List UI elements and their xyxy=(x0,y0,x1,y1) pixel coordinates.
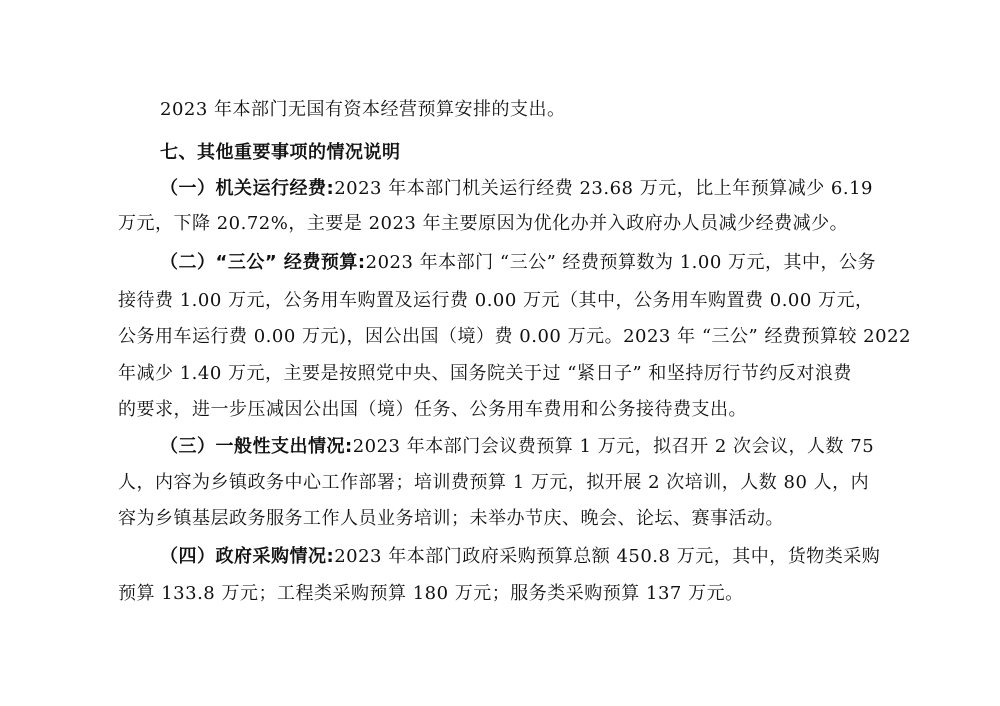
item2-line5: 的要求，进一步压减因公出国（境）任务、公务用车费用和公务接待费支出。 xyxy=(118,399,747,420)
paragraph-line: 2023 年本部门无国有资本经营预算安排的支出。 xyxy=(160,99,566,120)
item3-line3: 容为乡镇基层政务服务工作人员业务培训；未举办节庆、晚会、论坛、赛事活动。 xyxy=(118,508,784,529)
item1-label: （一）机关运行经费: xyxy=(160,178,335,199)
item3-text: 2023 年本部门会议费预算 1 万元，拟召开 2 次会议，人数 75 xyxy=(352,436,875,457)
item2-line4: 年减少 1.40 万元，主要是按照党中央、国务院关于过 “紧日子” 和坚持厉行节约反对浪费 xyxy=(118,363,852,384)
item3-first-line xyxy=(160,435,930,459)
section-heading: 七、其他重要事项的情况说明 xyxy=(160,142,401,163)
item2-line2: 接待费 1.00 万元，公务用车购置及运行费 0.00 万元（其中，公务用车购置费 0.00 万元， xyxy=(118,290,874,311)
item3-line2: 人，内容为乡镇政务中心工作部署；培训费预算 1 万元，拟开展 2 次培训，人数 80 人，内 xyxy=(118,472,870,493)
item4-line2: 预算 133.8 万元；工程类采购预算 180 万元；服务类采购预算 137 万元。 xyxy=(118,583,744,604)
item2-first-line xyxy=(160,251,930,275)
item4-text: 2023 年本部门政府采购预算总额 450.8 万元，其中，货物类采购 xyxy=(334,546,881,567)
item1-line2: 万元，下降 20.72%，主要是 2023 年主要原因为优化办并入政府办人员减少经费减少。 xyxy=(118,213,849,234)
item3-label: （三）一般性支出情况: xyxy=(160,436,353,457)
item2-label: （二）“三公” 经费预算: xyxy=(160,252,366,273)
item4-label: （四）政府采购情况: xyxy=(160,546,335,567)
item1-text: 2023 年本部门机关运行经费 23.68 万元，比上年预算减少 6.19 xyxy=(334,178,874,199)
item2-line3: 公务用车运行费 0.00 万元)，因公出国（境）费 0.00 万元。2023 年 “三公” 经费预算较 2022 xyxy=(118,326,911,347)
item4-first-line xyxy=(160,545,930,569)
item1-first-line xyxy=(160,177,930,201)
item2-text: 2023 年本部门 “三公” 经费预算数为 1.00 万元，其中，公务 xyxy=(365,252,877,273)
